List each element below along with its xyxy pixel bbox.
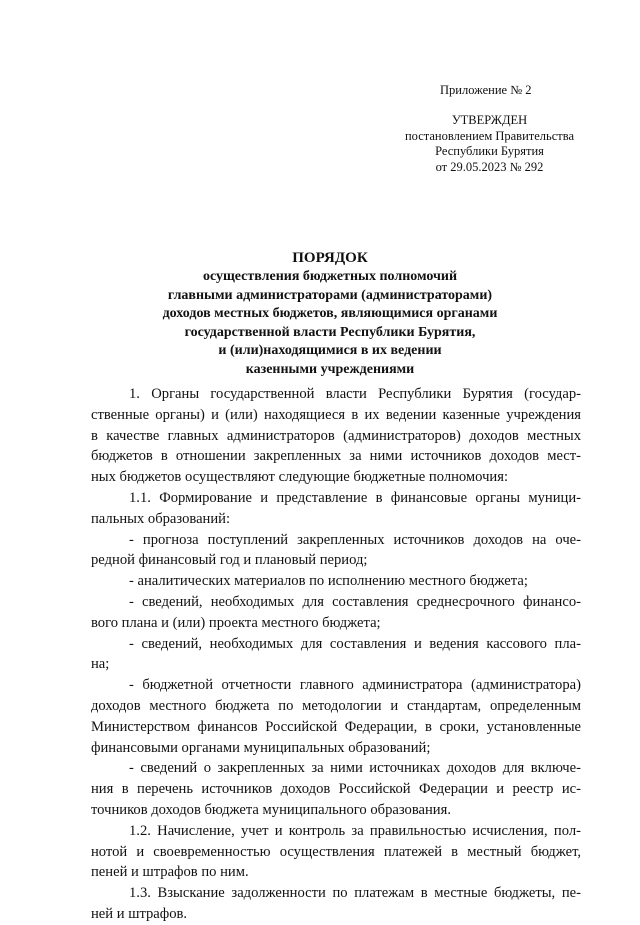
approval-stamp bbox=[398, 113, 581, 175]
body-line: - бюджетной отчетности главного администратора (администратора) bbox=[129, 677, 581, 694]
body-line: точников доходов бюджета муниципального образования. bbox=[91, 801, 451, 818]
document-body bbox=[91, 384, 581, 925]
body-line: 1.3. Взыскание задолженности по платежам в местные бюджеты, пе- bbox=[129, 885, 581, 902]
approval-line: Республики Бурятия bbox=[435, 144, 544, 158]
body-line: бюджетов в отношении закрепленных за ними источников доходов мест- bbox=[91, 448, 581, 465]
body-line: ней и штрафов. bbox=[91, 905, 188, 922]
body-line: пеней и штрафов по ним. bbox=[91, 864, 249, 881]
body-line: ных бюджетов осуществляют следующие бюджетные полномочия: bbox=[91, 469, 509, 486]
body-line: доходов местного бюджета по методологии и стандартам, определенным bbox=[91, 697, 581, 714]
title-main: ПОРЯДОК bbox=[292, 250, 368, 266]
body-line: - сведений о закрепленных за ними источниках доходов для включе- bbox=[129, 760, 581, 777]
document-title bbox=[120, 249, 540, 380]
body-line: - сведений, необходимых для составления и ведения кассового пла- bbox=[129, 635, 581, 652]
body-line: финансовыми органами муниципальных образований; bbox=[91, 739, 431, 756]
appendix-label: Приложение № 2 bbox=[440, 83, 532, 97]
body-line: 1.2. Начисление, учет и контроль за правильностью исчисления, пол- bbox=[129, 822, 581, 839]
title-line: главными администраторами (администраторами) bbox=[167, 287, 493, 303]
body-line: - аналитических материалов по исполнению местного бюджета; bbox=[129, 573, 528, 590]
body-line: вого плана и (или) проекта местного бюджета; bbox=[91, 614, 381, 631]
body-line: в качестве главных администраторов (администраторов) доходов местных bbox=[91, 427, 581, 444]
body-line: - сведений, необходимых для составления среднесрочного финансо- bbox=[129, 593, 581, 610]
title-line: доходов местных бюджетов, являющимися органами bbox=[162, 306, 498, 322]
approval-line: постановлением Правительства bbox=[404, 128, 575, 143]
approval-date: от 29.05.2023 № 292 bbox=[435, 159, 544, 174]
body-line: 1.1. Формирование и представление в финансовые органы муници- bbox=[129, 489, 581, 506]
title-line: государственной власти Республики Бурятия, bbox=[184, 324, 476, 340]
body-line: ственные органы) и (или) находящиеся в их ведении казенные учреждения bbox=[91, 406, 581, 423]
body-line: пальных образований: bbox=[91, 510, 231, 527]
body-line: ния в перечень источников доходов Российской Федерации и реестр ис- bbox=[91, 781, 581, 798]
body-line: редной финансовый год и плановый период; bbox=[91, 552, 368, 569]
body-line: Министерством финансов Российской Федерации, в сроки, установленные bbox=[91, 718, 581, 735]
title-line: казенными учреждениями bbox=[245, 361, 415, 377]
body-line: - прогноза поступлений закрепленных источников доходов на оче- bbox=[129, 531, 581, 548]
approval-heading: УТВЕРЖДЕН bbox=[451, 113, 528, 127]
title-line: осуществления бюджетных полномочий bbox=[202, 269, 458, 284]
body-line: на; bbox=[91, 656, 110, 673]
title-line: и (или)находящимися в их ведении bbox=[218, 343, 442, 359]
body-line: 1. Органы государственной власти Республики Бурятия (государ- bbox=[129, 386, 581, 402]
body-line: нотой и своевременностью осуществления платежей в местный бюджет, bbox=[91, 843, 581, 860]
